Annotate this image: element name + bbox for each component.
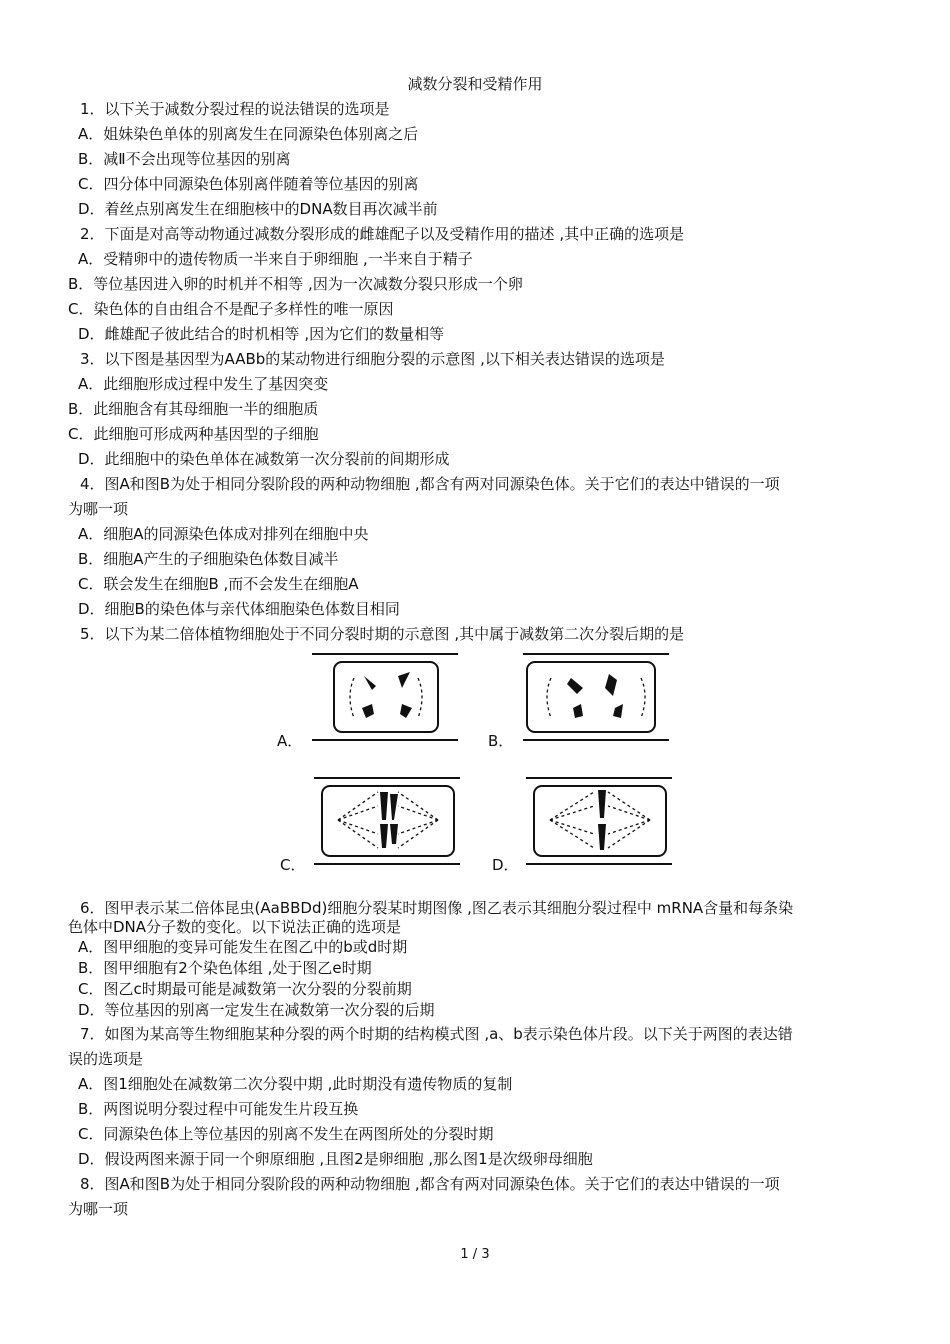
- q3-option-b: B．此细胞含有其母细胞一半的细胞质: [68, 400, 319, 418]
- q1-option-d: D．着丝点别离发生在细胞核中的DNA数目再次减半前: [78, 200, 438, 218]
- q4-option-c: C．联会发生在细胞B ,而不会发生在细胞A: [78, 575, 359, 593]
- page-number: 1 / 3: [460, 1247, 490, 1262]
- q6-option-c: C．图乙c时期最可能是减数第一次分裂的分裂前期: [78, 980, 412, 998]
- question-2-stem: 2．下面是对高等动物通过减数分裂形成的雌雄配子以及受精作用的描述 ,其中正确的选项是: [80, 225, 685, 243]
- question-7-stem-line2: 误的选项是: [68, 1050, 144, 1068]
- question-6-stem-line2: 色体中DNA分子数的变化。以下说法正确的选项是: [68, 918, 402, 936]
- document-title: 减数分裂和受精作用: [407, 75, 543, 93]
- question-8-stem-line2: 为哪一项: [68, 1200, 129, 1218]
- q6-option-d: D．等位基因的别离一定发生在减数第一次分裂的后期: [78, 1001, 435, 1019]
- cell-diagram-d: [520, 772, 678, 870]
- question-3-stem: 3．以下图是基因型为AABb的某动物进行细胞分裂的示意图 ,以下相关表达错误的选项是: [80, 350, 665, 368]
- question-8-stem-line1: 8．图A和图B为处于相同分裂阶段的两种动物细胞 ,都含有两对同源染色体。关于它们的表达中错误的一项: [80, 1175, 780, 1193]
- q6-option-a: A．图甲细胞的变异可能发生在图乙中的b或d时期: [78, 938, 408, 956]
- question-1-stem: 1．以下关于减数分裂过程的说法错误的选项是: [80, 100, 390, 118]
- question-6-stem-line1: 6．图甲表示某二倍体昆虫(AaBBDd)细胞分裂某时期图像 ,图乙表示其细胞分裂过程中 mRNA含量和每条染: [80, 899, 794, 917]
- q7-option-a: A．图1细胞处在减数第二次分裂中期 ,此时期没有遗传物质的复制: [78, 1075, 513, 1093]
- figure-b-label: B．: [488, 732, 514, 750]
- cell-diagram-a: [306, 648, 464, 746]
- q7-option-d: D．假设两图来源于同一个卵原细胞 ,且图2是卵细胞 ,那么图1是次级卵母细胞: [78, 1150, 593, 1168]
- q7-option-b: B．两图说明分裂过程中可能发生片段互换: [78, 1100, 359, 1118]
- q3-option-d: D．此细胞中的染色单体在减数第一次分裂前的间期形成: [78, 450, 450, 468]
- q1-option-a: A．姐妹染色单体的别离发生在同源染色体别离之后: [78, 125, 419, 143]
- q4-option-a: A．细胞A的同源染色体成对排列在细胞中央: [78, 525, 369, 543]
- q6-option-b: B．图甲细胞有2个染色体组 ,处于图乙e时期: [78, 959, 372, 977]
- q3-option-c: C．此细胞可形成两种基因型的子细胞: [68, 425, 319, 443]
- figure-c-label: C．: [280, 856, 306, 874]
- question-4-stem-line2: 为哪一项: [68, 500, 129, 518]
- q1-option-b: B．减Ⅱ不会出现等位基因的别离: [78, 150, 291, 168]
- figure-d-label: D．: [492, 856, 519, 874]
- q2-option-c: C．染色体的自由组合不是配子多样性的唯一原因: [68, 300, 394, 318]
- q1-option-c: C．四分体中同源染色体别离伴随着等位基因的别离: [78, 175, 419, 193]
- q2-option-a: A．受精卵中的遗传物质一半来自于卵细胞 ,一半来自于精子: [78, 250, 473, 268]
- question-5-stem: 5．以下为某二倍体植物细胞处于不同分裂时期的示意图 ,其中属于减数第二次分裂后期的是: [80, 625, 685, 643]
- q3-option-a: A．此细胞形成过程中发生了基因突变: [78, 375, 329, 393]
- cell-diagram-b: [517, 648, 675, 746]
- q2-option-d: D．雌雄配子彼此结合的时机相等 ,因为它们的数量相等: [78, 325, 445, 343]
- q7-option-c: C．同源染色体上等位基因的别离不发生在两图所处的分裂时期: [78, 1125, 494, 1143]
- cell-diagram-c: [308, 772, 466, 870]
- figure-a-label: A．: [277, 732, 303, 750]
- q4-option-b: B．细胞A产生的子细胞染色体数目减半: [78, 550, 339, 568]
- question-7-stem-line1: 7．如图为某高等生物细胞某种分裂的两个时期的结构模式图 ,a、b表示染色体片段。以下关于两图的表达错: [80, 1025, 793, 1043]
- question-4-stem-line1: 4．图A和图B为处于相同分裂阶段的两种动物细胞 ,都含有两对同源染色体。关于它们的表达中错误的一项: [80, 475, 780, 493]
- q2-option-b: B．等位基因进入卵的时机并不相等 ,因为一次减数分裂只形成一个卵: [68, 275, 523, 293]
- q4-option-d: D．细胞B的染色体与亲代体细胞染色体数目相同: [78, 600, 400, 618]
